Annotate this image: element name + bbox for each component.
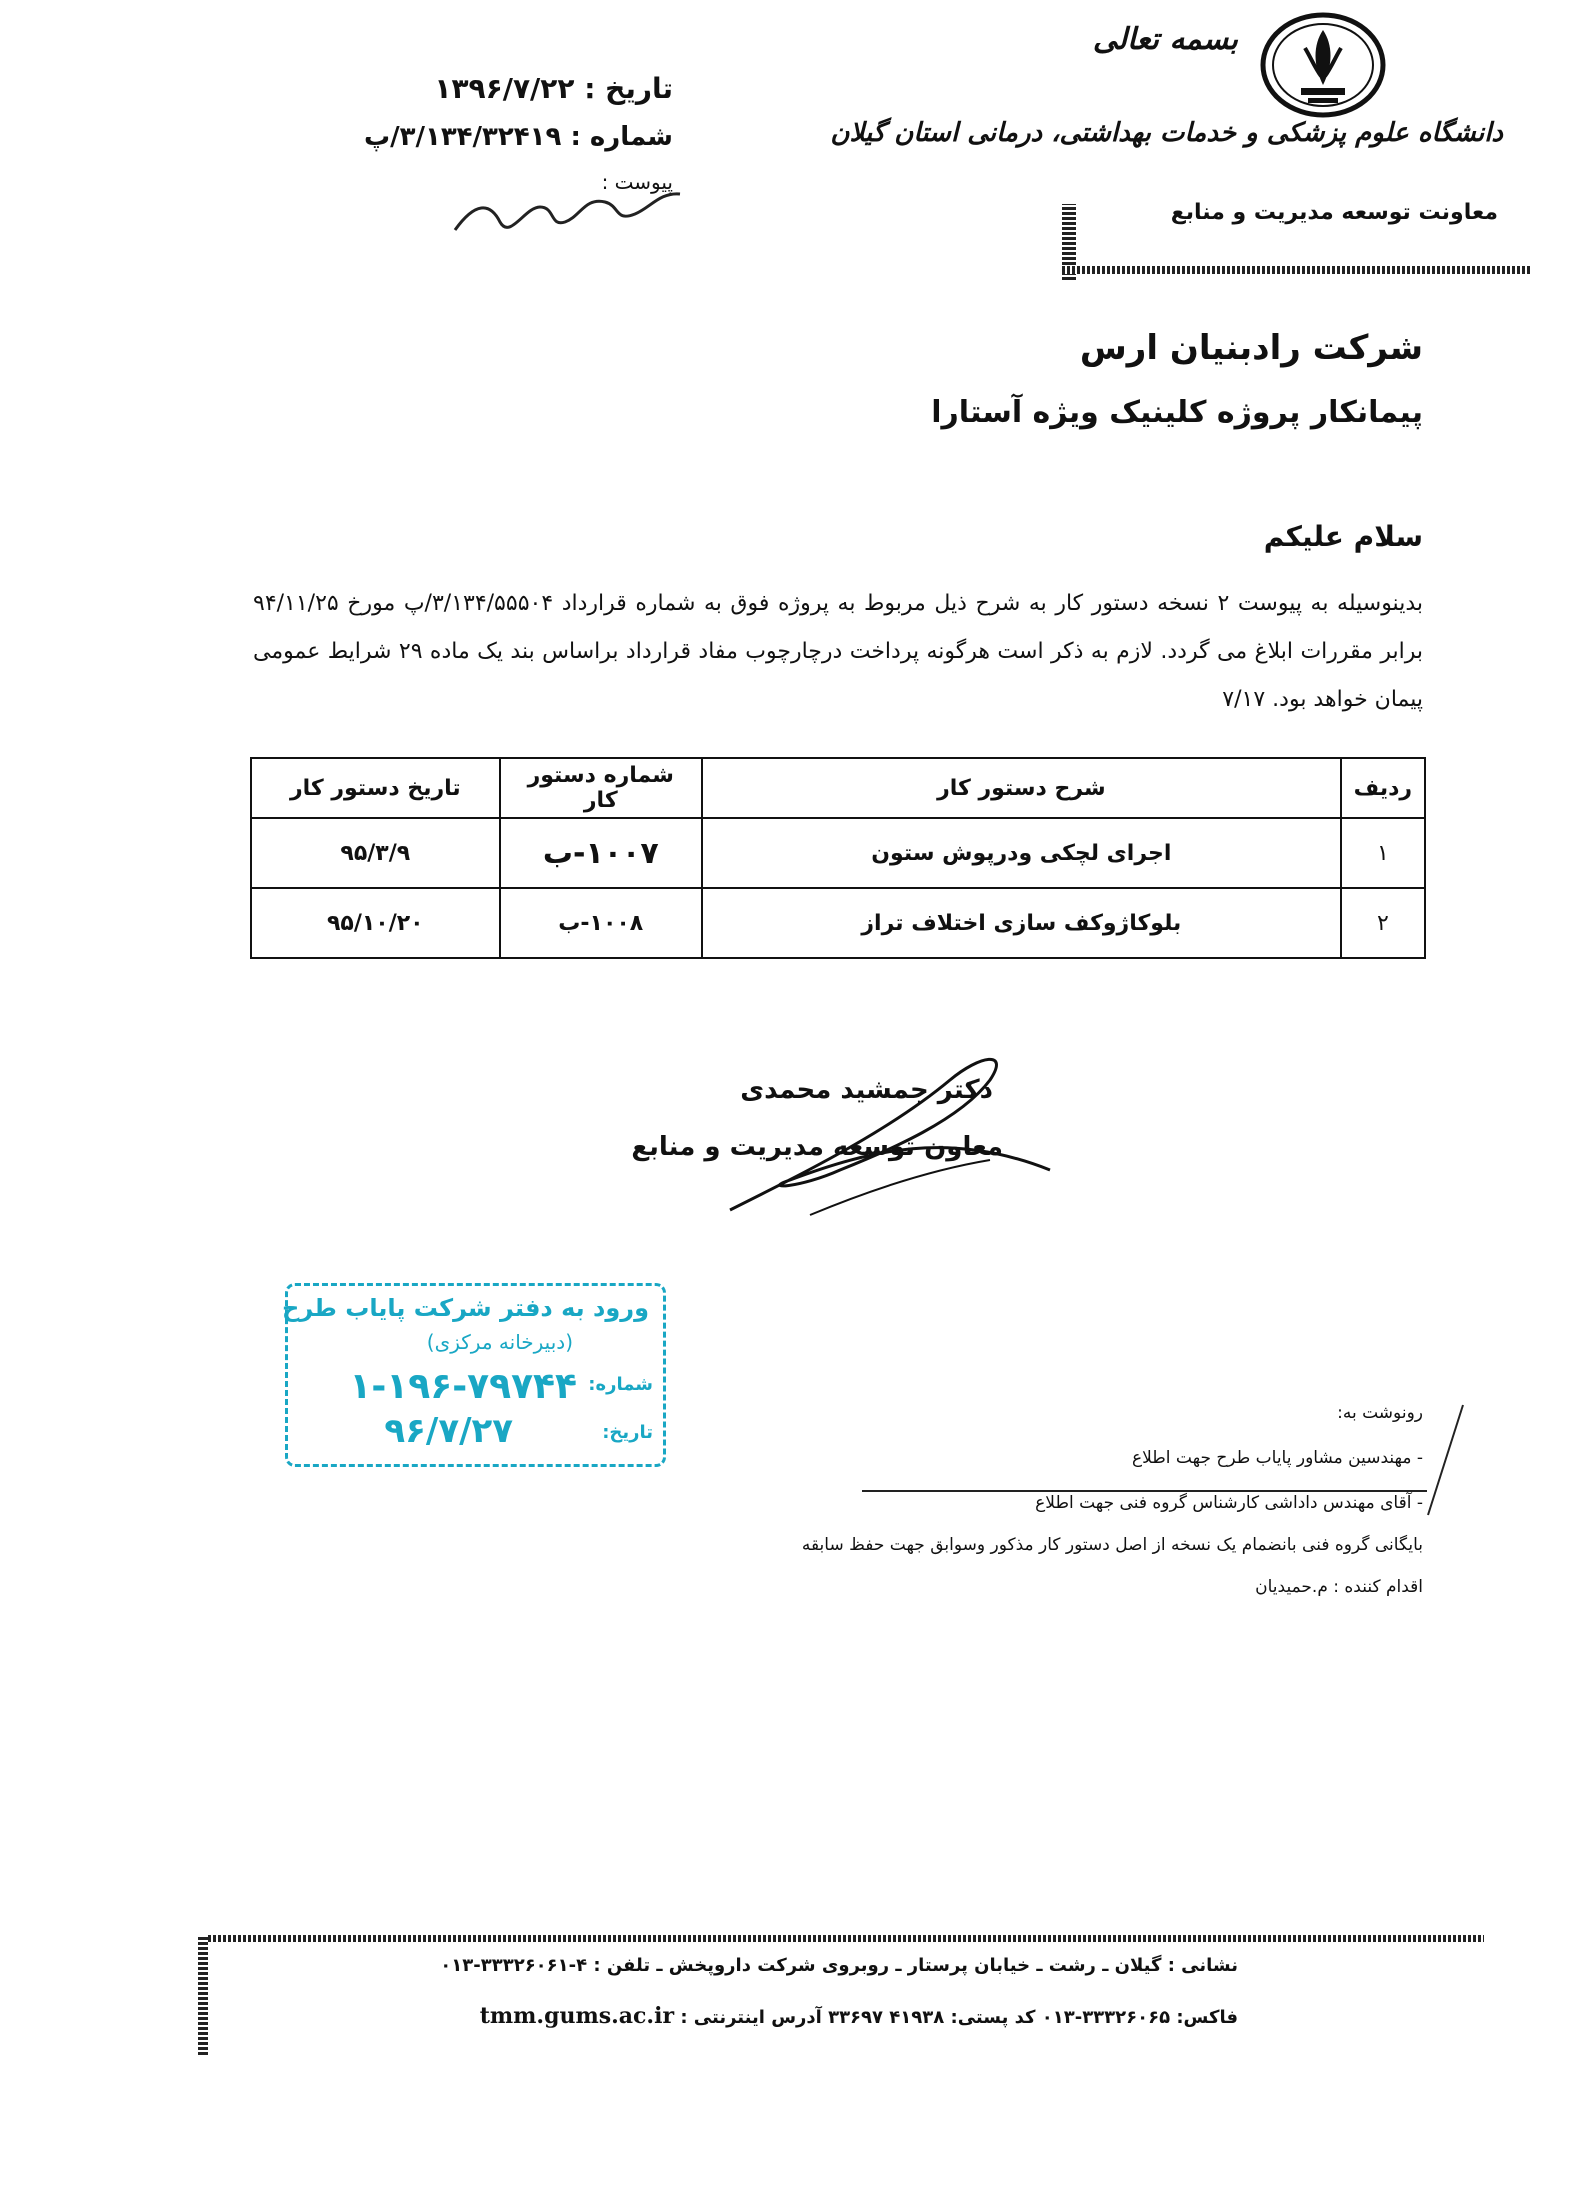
- table-row: [251, 818, 1425, 888]
- header-row-number: ردیف: [1341, 758, 1425, 818]
- work-order-table: [250, 757, 1426, 959]
- header-order-number: شماره دستور کار: [500, 758, 702, 818]
- footer-contact: [480, 2003, 1238, 2029]
- table-header-row: [251, 758, 1425, 818]
- cc-underline: [862, 1490, 1427, 1492]
- row-number-cell: ۱: [1341, 818, 1425, 888]
- university-name: دانشگاه علوم پزشکی و خدمات بهداشتی، درمانی استان گیلان: [830, 118, 1503, 148]
- signatory-title: معاون توسعه مدیریت و منابع: [631, 1132, 1003, 1162]
- cc-line: - آقای مهندس داداشی کارشناس گروه فنی جهت اطلاع: [1035, 1493, 1423, 1513]
- stamp-number-label: شماره:: [588, 1374, 653, 1395]
- besmellah-heading: بسمه تعالی: [1092, 22, 1238, 57]
- letter-number: شماره : ۳/۱۳۴/۳۲۴۱۹/پ: [363, 122, 673, 152]
- letter-body: بدینوسیله به پیوست ۲ نسخه دستور کار به شرح ذیل مربوط به پروژه فوق به شماره قرارداد ۳/۱۳۴/۵۵۵۰۴/پ مورخ ۹۴/۱۱/۲۵ برابر مقررات ابلاغ می گردد. لازم به ذکر است هرگونه پرداخت درچارچوب مفاد قرارداد براساس بند یک ماده ۲۹ شرایط عمومی پیمان خواهد بود. ۷/۱۷: [253, 591, 1424, 712]
- recipient-company: شرکت رادبنیان ارس: [1079, 328, 1423, 368]
- stamp-number: ۱-۱۹۶-۷۹۷۴۴: [349, 1366, 577, 1407]
- cc-handwritten-mark: [1418, 1400, 1468, 1520]
- cc-line: بایگانی گروه فنی بانضمام یک نسخه از اصل دستور کار مذکور وسوابق جهت حفظ سابقه: [801, 1535, 1423, 1555]
- footer-fax-post: فاکس: ۳۳۳۲۶۰۶۵-۰۱۳ کد پستی: ۴۱۹۳۸ ۳۳۶۹۷ آدرس اینترنتی :: [680, 2007, 1238, 2028]
- order-date-cell: ۹۵/۱۰/۲۰: [251, 888, 500, 958]
- stamp-date-label: تاریخ:: [602, 1422, 653, 1443]
- row-number-cell: ۲: [1341, 888, 1425, 958]
- footer-divider-vertical: [198, 1935, 208, 2055]
- vice-chancellery-title: معاونت توسعه مدیریت و منابع: [1170, 200, 1498, 225]
- greeting: سلام علیکم: [1263, 520, 1423, 553]
- footer-address: نشانی : گیلان ـ رشت ـ خیابان پرستار ـ روبروی شرکت داروپخش ـ تلفن : ۴-۳۳۳۲۶۰۶۱-۰۱۳: [440, 1955, 1238, 1976]
- header-order-date: تاریخ دستور کار: [251, 758, 500, 818]
- order-number-cell: ۱۰۰۸-ب: [500, 888, 702, 958]
- order-date-cell: ۹۵/۳/۹: [251, 818, 500, 888]
- signatory-name: دکتر جمشید محمدی: [740, 1075, 993, 1105]
- header-divider-horizontal: [1062, 266, 1532, 274]
- stamp-title: ورود به دفتر شرکت پایاب طرح: [282, 1294, 649, 1322]
- letter-attachment-label: پیوست :: [601, 170, 673, 194]
- attachment-handwriting-scribble: [445, 172, 695, 242]
- recipient-project: پیمانکار پروژه کلینیک ویژه آستارا: [931, 395, 1423, 430]
- order-number-cell: ۱۰۰۷-ب: [500, 818, 702, 888]
- footer-divider-horizontal: [198, 1935, 1484, 1942]
- university-emblem-logo: [1253, 10, 1393, 120]
- cc-line: - مهندسین مشاور پایاب طرح جهت اطلاع: [1131, 1448, 1423, 1468]
- footer-website-link[interactable]: tmm.gums.ac.ir: [479, 2003, 675, 2029]
- stamp-subtitle: (دبیرخانه مرکزی): [426, 1330, 573, 1354]
- received-stamp: [282, 1283, 666, 1467]
- cc-heading: رونوشت به:: [1337, 1403, 1423, 1423]
- table-row: [251, 888, 1425, 958]
- stamp-date: ۹۶/۷/۲۷: [384, 1411, 513, 1451]
- description-cell: بلوکاژوکف سازی اختلاف تراز: [702, 888, 1341, 958]
- letter-date: تاریخ : ۱۳۹۶/۷/۲۲: [434, 72, 673, 105]
- cc-line: اقدام کننده : م.حمیدیان: [1255, 1577, 1423, 1597]
- header-description: شرح دستور کار: [702, 758, 1341, 818]
- description-cell: اجرای لچکی ودرپوش ستون: [702, 818, 1341, 888]
